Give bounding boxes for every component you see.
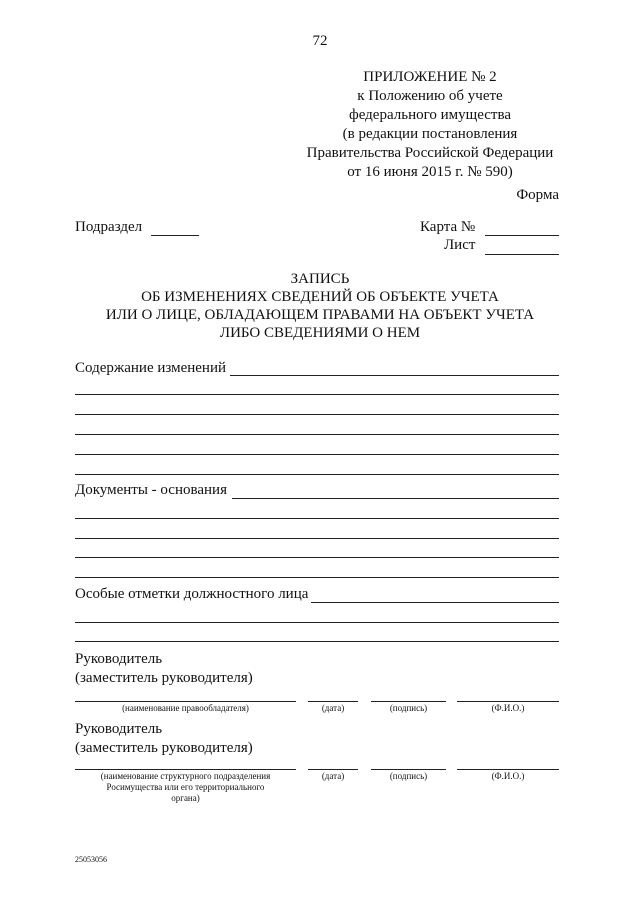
head2-name-field[interactable]: [75, 769, 296, 770]
form-label: Форма: [516, 187, 559, 203]
head2-name-caption-line: Росимущества или его территориального: [106, 782, 265, 792]
head1-name-field[interactable]: [75, 701, 296, 702]
documents-field-line[interactable]: [75, 557, 559, 558]
head1-subtitle: (заместитель руководителя): [75, 670, 253, 686]
page-number: 72: [312, 33, 328, 49]
head1-title: Руководитель: [75, 651, 163, 667]
head2-fio-caption: (Ф.И.О.): [491, 771, 525, 781]
head2-date-caption: (дата): [321, 771, 345, 781]
subsection-label: Подраздел: [75, 219, 143, 235]
document-title: [0, 270, 640, 342]
head1-block: [75, 650, 253, 688]
document-code: 25053056: [75, 855, 107, 864]
title-line: ИЛИ О ЛИЦЕ, ОБЛАДАЮЩЕМ ПРАВАМИ НА ОБЪЕКТ УЧЕТА: [105, 307, 535, 323]
documents-field-line[interactable]: [232, 498, 559, 499]
card-number-field[interactable]: [485, 235, 559, 236]
head2-name-caption-line: (наименование структурного подразделения: [100, 771, 271, 781]
official-notes-field-line[interactable]: [75, 641, 559, 642]
head2-name-caption-line: органа): [171, 793, 200, 803]
sheet-label: Лист: [444, 237, 476, 253]
head1-date-field[interactable]: [308, 701, 358, 702]
sheet-number-field[interactable]: [485, 254, 559, 255]
title-line: ЗАПИСЬ: [290, 271, 350, 287]
head2-name-caption: [75, 771, 296, 804]
head2-block: [75, 720, 253, 758]
changes-field-line[interactable]: [75, 394, 559, 395]
head2-title: Руководитель: [75, 721, 163, 737]
head2-signature-caption: (подпись): [389, 771, 428, 781]
documents-label: Документы - основания: [75, 482, 227, 498]
appendix-line: (в редакции постановления: [342, 126, 518, 142]
appendix-line: федерального имущества: [349, 107, 511, 123]
documents-field-line[interactable]: [75, 518, 559, 519]
official-notes-field-line[interactable]: [311, 602, 559, 603]
appendix-line: к Положению об учете: [357, 88, 503, 104]
subsection-field[interactable]: [151, 235, 199, 236]
head1-date-caption: (дата): [321, 703, 345, 713]
appendix-line: от 16 июня 2015 г. № 590): [347, 164, 513, 180]
changes-label: Содержание изменений: [75, 360, 227, 376]
head2-subtitle: (заместитель руководителя): [75, 740, 253, 756]
official-notes-label: Особые отметки должностного лица: [75, 586, 309, 602]
appendix-line: Правительства Российской Федерации: [306, 145, 554, 161]
changes-field-line[interactable]: [75, 434, 559, 435]
title-line: ОБ ИЗМЕНЕНИЯХ СВЕДЕНИЙ ОБ ОБЪЕКТЕ УЧЕТА: [141, 289, 499, 305]
head1-fio-caption: (Ф.И.О.): [491, 703, 525, 713]
card-label: Карта №: [420, 219, 476, 235]
head2-date-field[interactable]: [308, 769, 358, 770]
appendix-block: [300, 68, 560, 182]
documents-field-line[interactable]: [75, 538, 559, 539]
head1-fio-field[interactable]: [457, 701, 559, 702]
head1-signature-field[interactable]: [371, 701, 446, 702]
changes-field-line[interactable]: [75, 414, 559, 415]
changes-field-line[interactable]: [75, 454, 559, 455]
changes-field-line[interactable]: [230, 375, 559, 376]
head2-signature-field[interactable]: [371, 769, 446, 770]
appendix-line: ПРИЛОЖЕНИЕ № 2: [363, 69, 497, 85]
head2-fio-field[interactable]: [457, 769, 559, 770]
official-notes-field-line[interactable]: [75, 622, 559, 623]
title-line: ЛИБО СВЕДЕНИЯМИ О НЕМ: [219, 325, 421, 341]
head1-name-caption: (наименование правообладателя): [122, 703, 249, 713]
documents-field-line[interactable]: [75, 577, 559, 578]
changes-field-line[interactable]: [75, 474, 559, 475]
head1-signature-caption: (подпись): [389, 703, 428, 713]
